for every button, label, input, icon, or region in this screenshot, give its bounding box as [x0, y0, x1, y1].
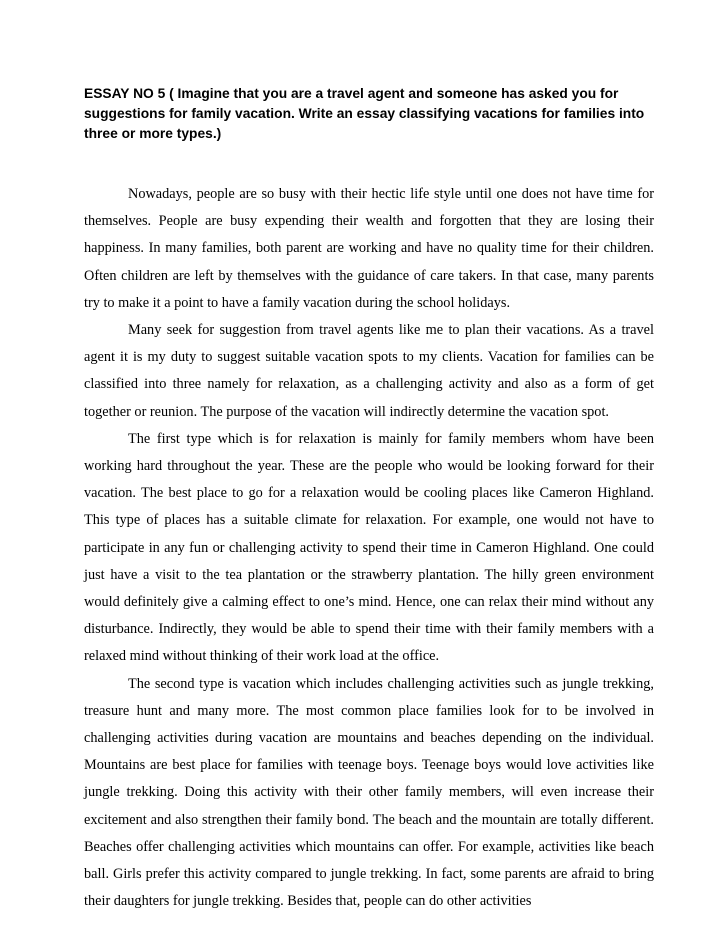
essay-body: [84, 181, 654, 915]
paragraph-relaxation: The first type which is for relaxation is mainly for family members whom have been working hard throughout the year. These are the people who would be looking forward for their vacation. The best place to go for a relaxation would be cooling places like Cameron Highland. This type of places has a suitable climate for relaxation. For example, one would not have to participate in any fun or challenging activity to spend their time in Cameron Highland. One could just have a visit to the tea plantation or the strawberry plantation. The hilly green environment would definitely give a calming effect to one’s mind. Hence, one can relax their mind without any disturbance. Indirectly, they would be able to spend their time with their family members with a relaxed mind without thinking of their work load at the office.: [84, 430, 654, 665]
essay-title: ESSAY NO 5 ( Imagine that you are a travel agent and someone has asked you for suggestions for family vacation. Write an essay classifying vacations for families into three or more types.): [84, 86, 645, 141]
paragraph-introduction: Nowadays, people are so busy with their hectic life style until one does not have time for themselves. People are busy expending their wealth and forgotten that they are losing their happiness. In many families, both parent are working and have no quality time for their children. Often children are left by themselves with the guidance of care takers. In that case, many parents try to make it a point to have a family vacation during the school holidays.: [84, 186, 654, 311]
paragraph-challenging-activities: The second type is vacation which includes challenging activities such as jungle trekking, treasure hunt and many more. The most common place families look for to be involved in challenging activities during vacation are mountains and beaches depending on the individual. Mountains are best place for families with teenage boys. Teenage boys would love activities like jungle trekking. Doing this activity with their other family members, will even increase their excitement and also strengthen their family bond. The beach and the mountain are totally different. Beaches offer challenging activities which mountains can offer. For example, activities like beach ball. Girls prefer this activity compared to jungle trekking. In fact, some parents are afraid to bring their daughters for jungle trekking. Besides that, people can do other activities: [84, 675, 654, 910]
paragraph-classification: Many seek for suggestion from travel agents like me to plan their vacations. As a travel agent it is my duty to suggest suitable vacation spots to my clients. Vacation for families can be classified into three namely for relaxation, as a challenging activity and also as a form of get together or reunion. The purpose of the vacation will indirectly determine the vacation spot.: [84, 322, 654, 420]
